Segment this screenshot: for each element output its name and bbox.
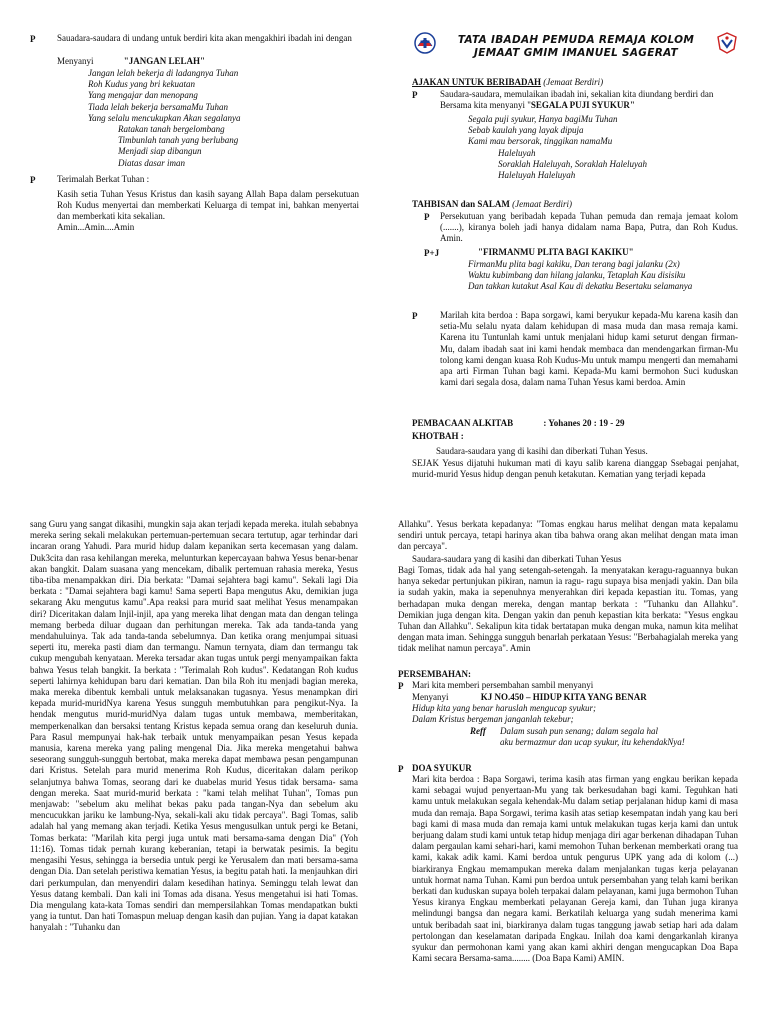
reff-label: Reff xyxy=(470,726,486,736)
speaker-marker: P xyxy=(412,90,418,100)
tahbisan-text: Persekutuan yang beribadah kepada Tuhan pemuda dan remaja jemaat kolom (.......), kiranya boleh jadi hanya didalam nama Bapa, Putra, dan Roh Kudus. Amin. xyxy=(440,211,738,244)
speaker-marker: P xyxy=(30,175,36,185)
lyric-line: Ratakan tanah bergelombang xyxy=(118,124,225,134)
lyric-line: Tiada lelah bekerja bersamaMu Tuhan xyxy=(88,101,228,112)
speaker-marker: P xyxy=(398,681,404,691)
menyanyi-label: Menyanyi xyxy=(412,692,449,702)
ajakan-title: AJAKAN UNTUK BERIBADAH xyxy=(412,77,542,87)
lyric-line: Soraklah Haleluyah, Soraklah Haleluyah xyxy=(498,159,647,170)
berkat-text: Kasih setia Tuhan Yesus Kristus dan kasih sayang Allah Bapa dalam persekutuan Roh Kudus menyertai dan memberkati Keluarga di tempat ini, bahkan menyertai dan memberkati kita sekalian. xyxy=(57,189,359,222)
persembahan-text: Mari kita memberi persembahan sambil menyanyi xyxy=(412,680,594,690)
khotbah-text-start: SEJAK Yesus dijatuhi hukuman mati di kayu salib karena dianggap Ssebagai penjahat, murid-murid Yesus hidup dengan penuh ketakutan. Kematian yang terjadi kepada xyxy=(412,458,739,480)
berkat-label: Terimalah Berkat Tuhan : xyxy=(57,174,150,184)
pembacaan-label: PEMBACAAN ALKITAB xyxy=(412,418,514,428)
lyric-line: Waktu kubimbang dan hilang jalanku, Tetaplah Kau disisiku xyxy=(468,270,686,281)
lyric-line: Yang mengajar dan menopang xyxy=(88,90,198,101)
lyric-line: Dalam susah pun senang; dalam segala hal xyxy=(500,726,658,736)
lyric-line: Roh Kudus yang bri kekuatan xyxy=(88,79,195,90)
lyric-line: Haleluyah Haleluyah xyxy=(498,170,576,181)
doa-syukur-label: DOA SYUKUR xyxy=(412,763,472,773)
title-line-2: JEMAAT GMIM IMANUEL SAGERAT xyxy=(474,47,678,59)
lyric-line: Yang selalu mencukupkan Akan segalanya xyxy=(88,112,241,123)
lyric-line: Hidup kita yang benar haruslah mengucap syukur; xyxy=(412,703,596,713)
lyric-line: Jangan lelah bekerja di ladangnya Tuhan xyxy=(88,68,239,78)
ajakan-line xyxy=(440,100,740,111)
youth-logo-icon xyxy=(716,32,738,54)
lyric-line: Kami mau bersorak, tinggikan namaMu xyxy=(468,136,613,147)
sermon-text-part-3: Allahku". Yesus berkata kepadanya: "Tomas engkau harus melihat dengan mata kepalamu sendiri untuk percaya, tetapi harinya akan tiba bahwa orang akan melihat dengan mata iman dan percaya". xyxy=(398,519,738,552)
pj-song-title: "FIRMANMU PLITA BAGI KAKIKU" xyxy=(478,247,634,257)
ajakan-song-lyrics-indented xyxy=(498,148,738,182)
menyanyi-label: Menyanyi xyxy=(57,56,94,66)
ajakan-song-lyrics xyxy=(468,114,738,148)
ajakan-text xyxy=(440,89,740,111)
lyric-line: Menjadi siap dibangun xyxy=(118,146,202,157)
gmim-logo-icon xyxy=(414,32,436,54)
ajakan-subtitle: (Jemaat Berdiri) xyxy=(543,77,604,87)
ajakan-heading xyxy=(412,77,732,88)
pj-song-lyrics xyxy=(468,259,740,293)
song-intro xyxy=(57,56,357,67)
page-title xyxy=(440,34,712,60)
closing-invitation-text: Sauadara-saudara di undang untuk berdiri kita akan mengakhiri ibadah ini dengan xyxy=(57,33,352,43)
lyric-line: Dan takkan kutakut Asal Kau di dekatku Besertaku selamanya xyxy=(468,281,693,292)
ajakan-line: Saudara-saudara, memulaikan ibadah ini, sekalian kita diundang berdiri dan xyxy=(440,89,714,99)
scripture-reference: : Yohanes 20 : 19 - 29 xyxy=(543,418,625,428)
speaker-marker: P xyxy=(398,764,404,774)
scripture-reading xyxy=(412,418,742,429)
speaker-marker: P xyxy=(424,212,430,222)
speaker-marker: P xyxy=(412,311,418,321)
amin-line: Amin...Amin....Amin xyxy=(57,222,135,232)
tahbisan-subtitle: (Jemaat Berdiri) xyxy=(512,199,573,209)
song-lyrics-indented xyxy=(118,124,358,169)
tahbisan-title: TAHBISAN dan SALAM xyxy=(412,199,510,209)
lyric-line: Timbunlah tanah yang berlubang xyxy=(118,135,239,146)
song-lyrics xyxy=(88,68,358,124)
tahbisan-heading xyxy=(412,199,732,210)
speaker-marker: P xyxy=(30,34,36,44)
khotbah-label: KHOTBAH : xyxy=(412,431,464,441)
sermon-text-continued: sang Guru yang sangat dikasihi, mungkin saja akan terjadi kepada mereka. itulah sebabnya mereka sering sekali melakukan pertemuan-pertemuan secara tertutup, agar terhindar dari incaran orang Yahudi. Para murid hidup dalam kepanikan serta kecemasan yang dalam. Duk3cita dan rasa kehilangan mereka, melunturkan kepercayaan bahwa Yesus benar-benar akan bangkit. Dalam suasana yang mencekam, dibalik pertemuan rahasia mereka, Yesus tiba-tiba menampakkan diri. Dia berkata: "Damai sejahtera bagi kamu". Sekali lagi Dia berkata : "Damai sejahtera bagi kamu! Sama seperti Bapa mengutus Aku, demikian juga sekarang Aku mengutus kamu".Apa reaksi para murid saat melihat Yesus menampakan diri? Diceritakan dalam Injil-injil, apa yang mereka lihat dengan mata dan dengan telinga memang berbeda diluar dugaan dan perhitungan mereka. Tak ada tanda-tanda yang mendahuluinya. Tak ada tanda-tanda sebelumnya. Dan ketika orang menjumpai situasi seperti itu, mereka pasti diam dan termangu. Namun ternyata, diam dan termangu tak cukup mengubah kenyataan. Mereka tersadar akan tugas untuk pergi menyampaikan fakta bahwa Yesus telah bangkit. Ia berkata : "Terimalah Roh kudus". Kedatangan Roh kudus seperti lahirnya kehidupan baru dari kematian. Dan bila Roh itu menjadi bagian mereka, maka mereka dibentuk kembali untuk melaksanakan tugasnya. Yesus menampkan diri kepada murid-muridNya karena Yesus sungguh membutuhkan para pengikut-Nya. Ia hendak mengutus murid-muridNya dalam tugas untuk membawa, memberitakan, memperkenalkan dan bersaksi tentang Kristus kepada semua orang dan keseluruh dunia. Para Rasul mempunyai hak-hak terbaik untuk menyampaikan pesan Yesus kepada manusia, karena mereka yang paling mengenal Dia. Jika mereka mengetahui bahwa seseorang sungguh-sungguh bertobat, maka mereka dapat membawa pesan pengampunan dari Kristus. Setelah para murid menerima Roh Kudus, diceritakan dalam perikop selanjutnya bahwa Tomas, seorang dari ke duabelas murid Yesus tidak bersama- sama dengan mereka. Saat murid-murid berkata : "kami telah melihat Tuhan", Tomas pun menjawab: "sebelum aku melihat bekas paku pada tangan-Nya dan sebelum aku mencucukkan jariku ke lambung-Nya, sekali-kali aku tidak percaya". Bagi Tomas, salib adalah hal yang memang akan terjadi. Ketika Yesus mengusulkan untuk pergi ke Betani, Tomas berkata: "Marilah kita pergi juga untuk mati bersama-sama dengan Dia" (Yoh 11:16). Tomas tidak pernah kurang keberanian, tetapi ia berwatak pesimis. Ia begitu mengasihi Yesus, sehingga ia bersedia untuk pergi ke Yerusalem dan mati bersama-sama dengan Dia. Dan setelah peristiwa kematian Yesus, ia begitu patah hati. Ia menjauhkan diri dari perkumpulan, dan menyendiri dalam kesedihan hatinya. Seminggu telah lewat dan Yesus datang kembali. Dan kali ini Tomas ada disana. Yesus mengetahui isi hati Tomas. Dia mengulang kata-kata Tomas sendiri dan mempersilahkan Tomas mendapatkan bukti yang ia tuntut. Dan hati Tomaspun meluap dengan kasih dan pujian. Yang ia dapat katakan hanyalah : "Tuhanku dan xyxy=(30,519,358,933)
persembahan-song-intro xyxy=(412,692,742,703)
lyric-line: Sebab kaulah yang layak dipuja xyxy=(468,125,584,136)
lyric-line: Dalam Kristus bergeman janganlah tekebur; xyxy=(412,714,574,725)
lyric-line: Diatas dasar iman xyxy=(118,157,186,168)
persembahan-song-title: KJ NO.450 – HIDUP KITA YANG BENAR xyxy=(480,692,647,702)
lyric-line: Segala puji syukur, Hanya bagiMu Tuhan xyxy=(468,114,618,124)
opening-prayer-text: Marilah kita berdoa : Bapa sorgawi, kami beryukur kepada-Mu karena kasih dan setia-Mu selalu nyata dalam kehidupan di masa muda dan masa remaja kami. Karena itu Tuntunlah kami untuk menjalani hidup kami seturut dengan firman-Mu, dalam ibadah saat ini kami hendak membaca dan mendengarkan firman-Mu tolong kami dengan kuasa Roh Kudus-Mu untuk mampu mengerti dan memahami apa arti Firman Tuhan bagi kami. Kepada-Mu kami bermohon Suci kuduskan kami dari segala dosa, dalam nama Tuhan Yesus kami berdoa. Amin xyxy=(440,310,738,388)
khotbah-greeting: Saudara-saudara yang di kasihi dan diberkati Tuhan Yesus. xyxy=(436,446,648,456)
sermon-greeting-2: Saudara-saudara yang di kasihi dan diberkati Tuhan Yesus xyxy=(412,554,622,564)
lyric-line: Haleluyah xyxy=(498,148,536,158)
lyric-line: FirmanMu plita bagi kakiku, Dan terang bagi jalanku (2x) xyxy=(468,259,680,269)
persembahan-lyrics xyxy=(412,703,742,725)
ajakan-song-title: SEGALA PUJI SYUKUR" xyxy=(530,100,635,111)
lyric-line: aku bermazmur dan ucap syukur, itu kehendakNya! xyxy=(500,737,685,748)
ajakan-line-text: Bersama kita menyanyi " xyxy=(440,100,531,111)
speaker-marker: P+J xyxy=(424,248,440,258)
closing-prayer-text: Mari kita berdoa : Bapa Sorgawi, terima kasih atas firman yang engkau berikan kepada kami sebagai wujud penyertaan-Mu yang tak berkesudahan bagi kami. Teguhkan hati kamu untuk melakukan segala kehendak-Mu dalam setiap perjalanan hidup kami di masa muda dan remaja. Bapa Sorgawi, terima kasih atas setiap kesempatan indah yang kau beri bagi kami di masa muda dan remaja kami untuk melakukan tugas kerja kami dan untuk berjuang dalam studi kami untuk tetap hidup menjaga diri agar berkenan dihadapan Tuhan dalam pergaulan kami sehari-hari, kami memohon Tuhan berkenan memberkati orang tua kami, kakak adik kami. Kami berdoa untuk pengurus UPK yang ada di kolom (...) biarkiranya Engkau memampukan mereka dalam menjalankan tugas kerja pelayanan untuk hormat nama Tuhan. Kami pun berdoa untuk persembahan yang telah kami berikan berkati dan kuduskan supaya boleh terpakai dalam pelayanan, kami juga bermohon Tuhan Yesus kiranya Engkau memberkati pelayanan Gereja kami, dan Tuhan juga kiranya melindungi bangsa dan negara kami. Berkatilah keluarga yang sudah menerima kami untuk beribadah saat ini, biarkiranya dalam tugas tanggung jawab setiap hari ada dalam pertolongan dan keselamatan daripada Engkau. Inilah doa kami dengarkanlah kiranya syukur dan permohonan kami yang akan kami akhiri dengan mengucapkan Doa Bapa Kami secara Bersama-sama........ (Doa Bapa Kami) AMIN. xyxy=(412,774,738,964)
persembahan-label: PERSEMBAHAN: xyxy=(398,669,472,679)
title-line-1: TATA IBADAH PEMUDA REMAJA KOLOM xyxy=(457,34,695,46)
reff-lyrics xyxy=(500,726,740,748)
song-title: "JANGAN LELAH" xyxy=(123,56,206,66)
sermon-text-part-4: Bagi Tomas, tidak ada hal yang setengah-setengah. Ia menyatakan keragu-raguannya bukan hanya sekedar pertunjukan pikiran, namun ia ragu- ragu supaya bisa menjadi yakin. Dan bila ia sudah yakin, maka ia sepenuhnya menyerahkan diri kepada kepastian itu. Tomas, yang berhadapan muka dengan mereka, dengan mantap berkata : "Tuhanku dan Allahku". Demikian juga dengan kita. Dengan yakin dan penuh kepastian kita berkata: "Yesus engkau Tuhan dan Allahku". Sekalipun kita tidak bertatapan muka dengan muka, namun kita melihat dengan mata iman. Sehingga sungguh benarlah perkataan Yesus: "Berbahagialah mereka yang tidak melihat namun percaya". Amin xyxy=(398,565,738,654)
